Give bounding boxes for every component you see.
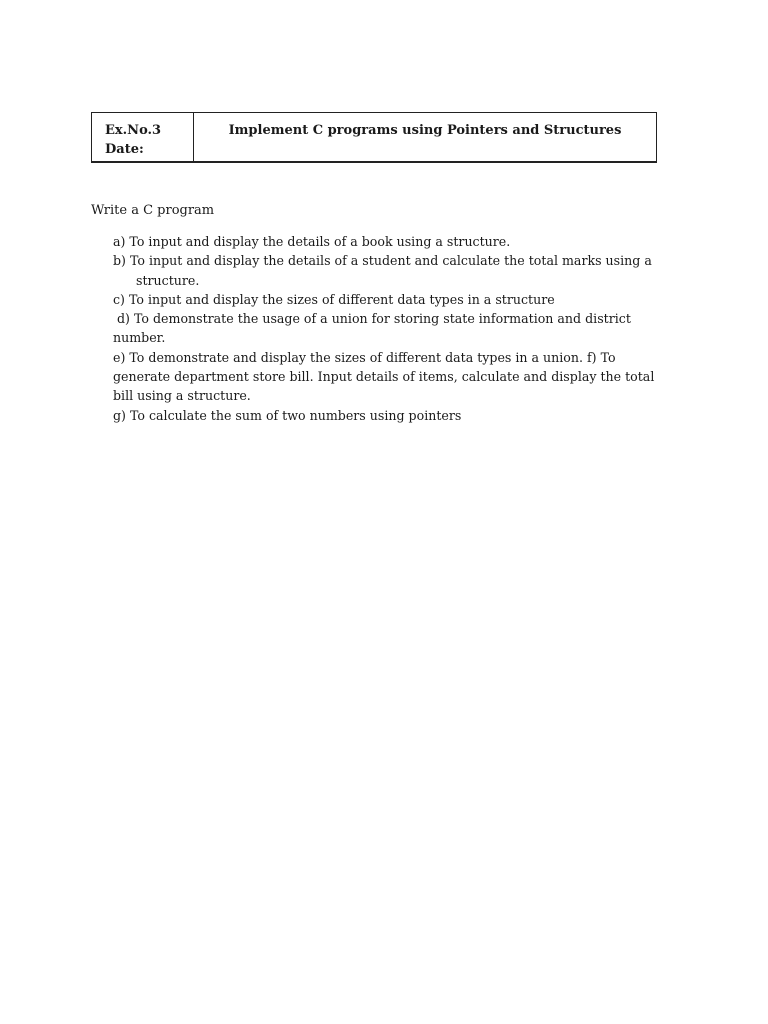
task-item-e-f: e) To demonstrate and display the sizes of different data types in a union. f) To generate department store bill. Input details of items, calculate and display the total bill using a structure. — [113, 349, 655, 404]
task-item-b: b) To input and display the details of a student and calculate the total marks using a structure. — [113, 253, 652, 288]
exercise-title: Implement C programs using Pointers and Structures — [228, 123, 622, 138]
intro-text: Write a C program — [91, 203, 215, 218]
date-label: Date: — [105, 142, 144, 157]
task-item-d: d) To demonstrate the usage of a union for storing state information and district number. — [113, 311, 631, 346]
header-left-cell — [92, 113, 194, 161]
task-item-c: c) To input and display the sizes of different data types in a structure — [113, 291, 555, 307]
header-table — [91, 112, 657, 163]
task-list — [113, 232, 658, 425]
task-item-a: a) To input and display the details of a book using a structure. — [113, 234, 511, 249]
exercise-number: Ex.No.3 — [105, 123, 162, 138]
task-item-g: g) To calculate the sum of two numbers using pointers — [113, 407, 462, 423]
